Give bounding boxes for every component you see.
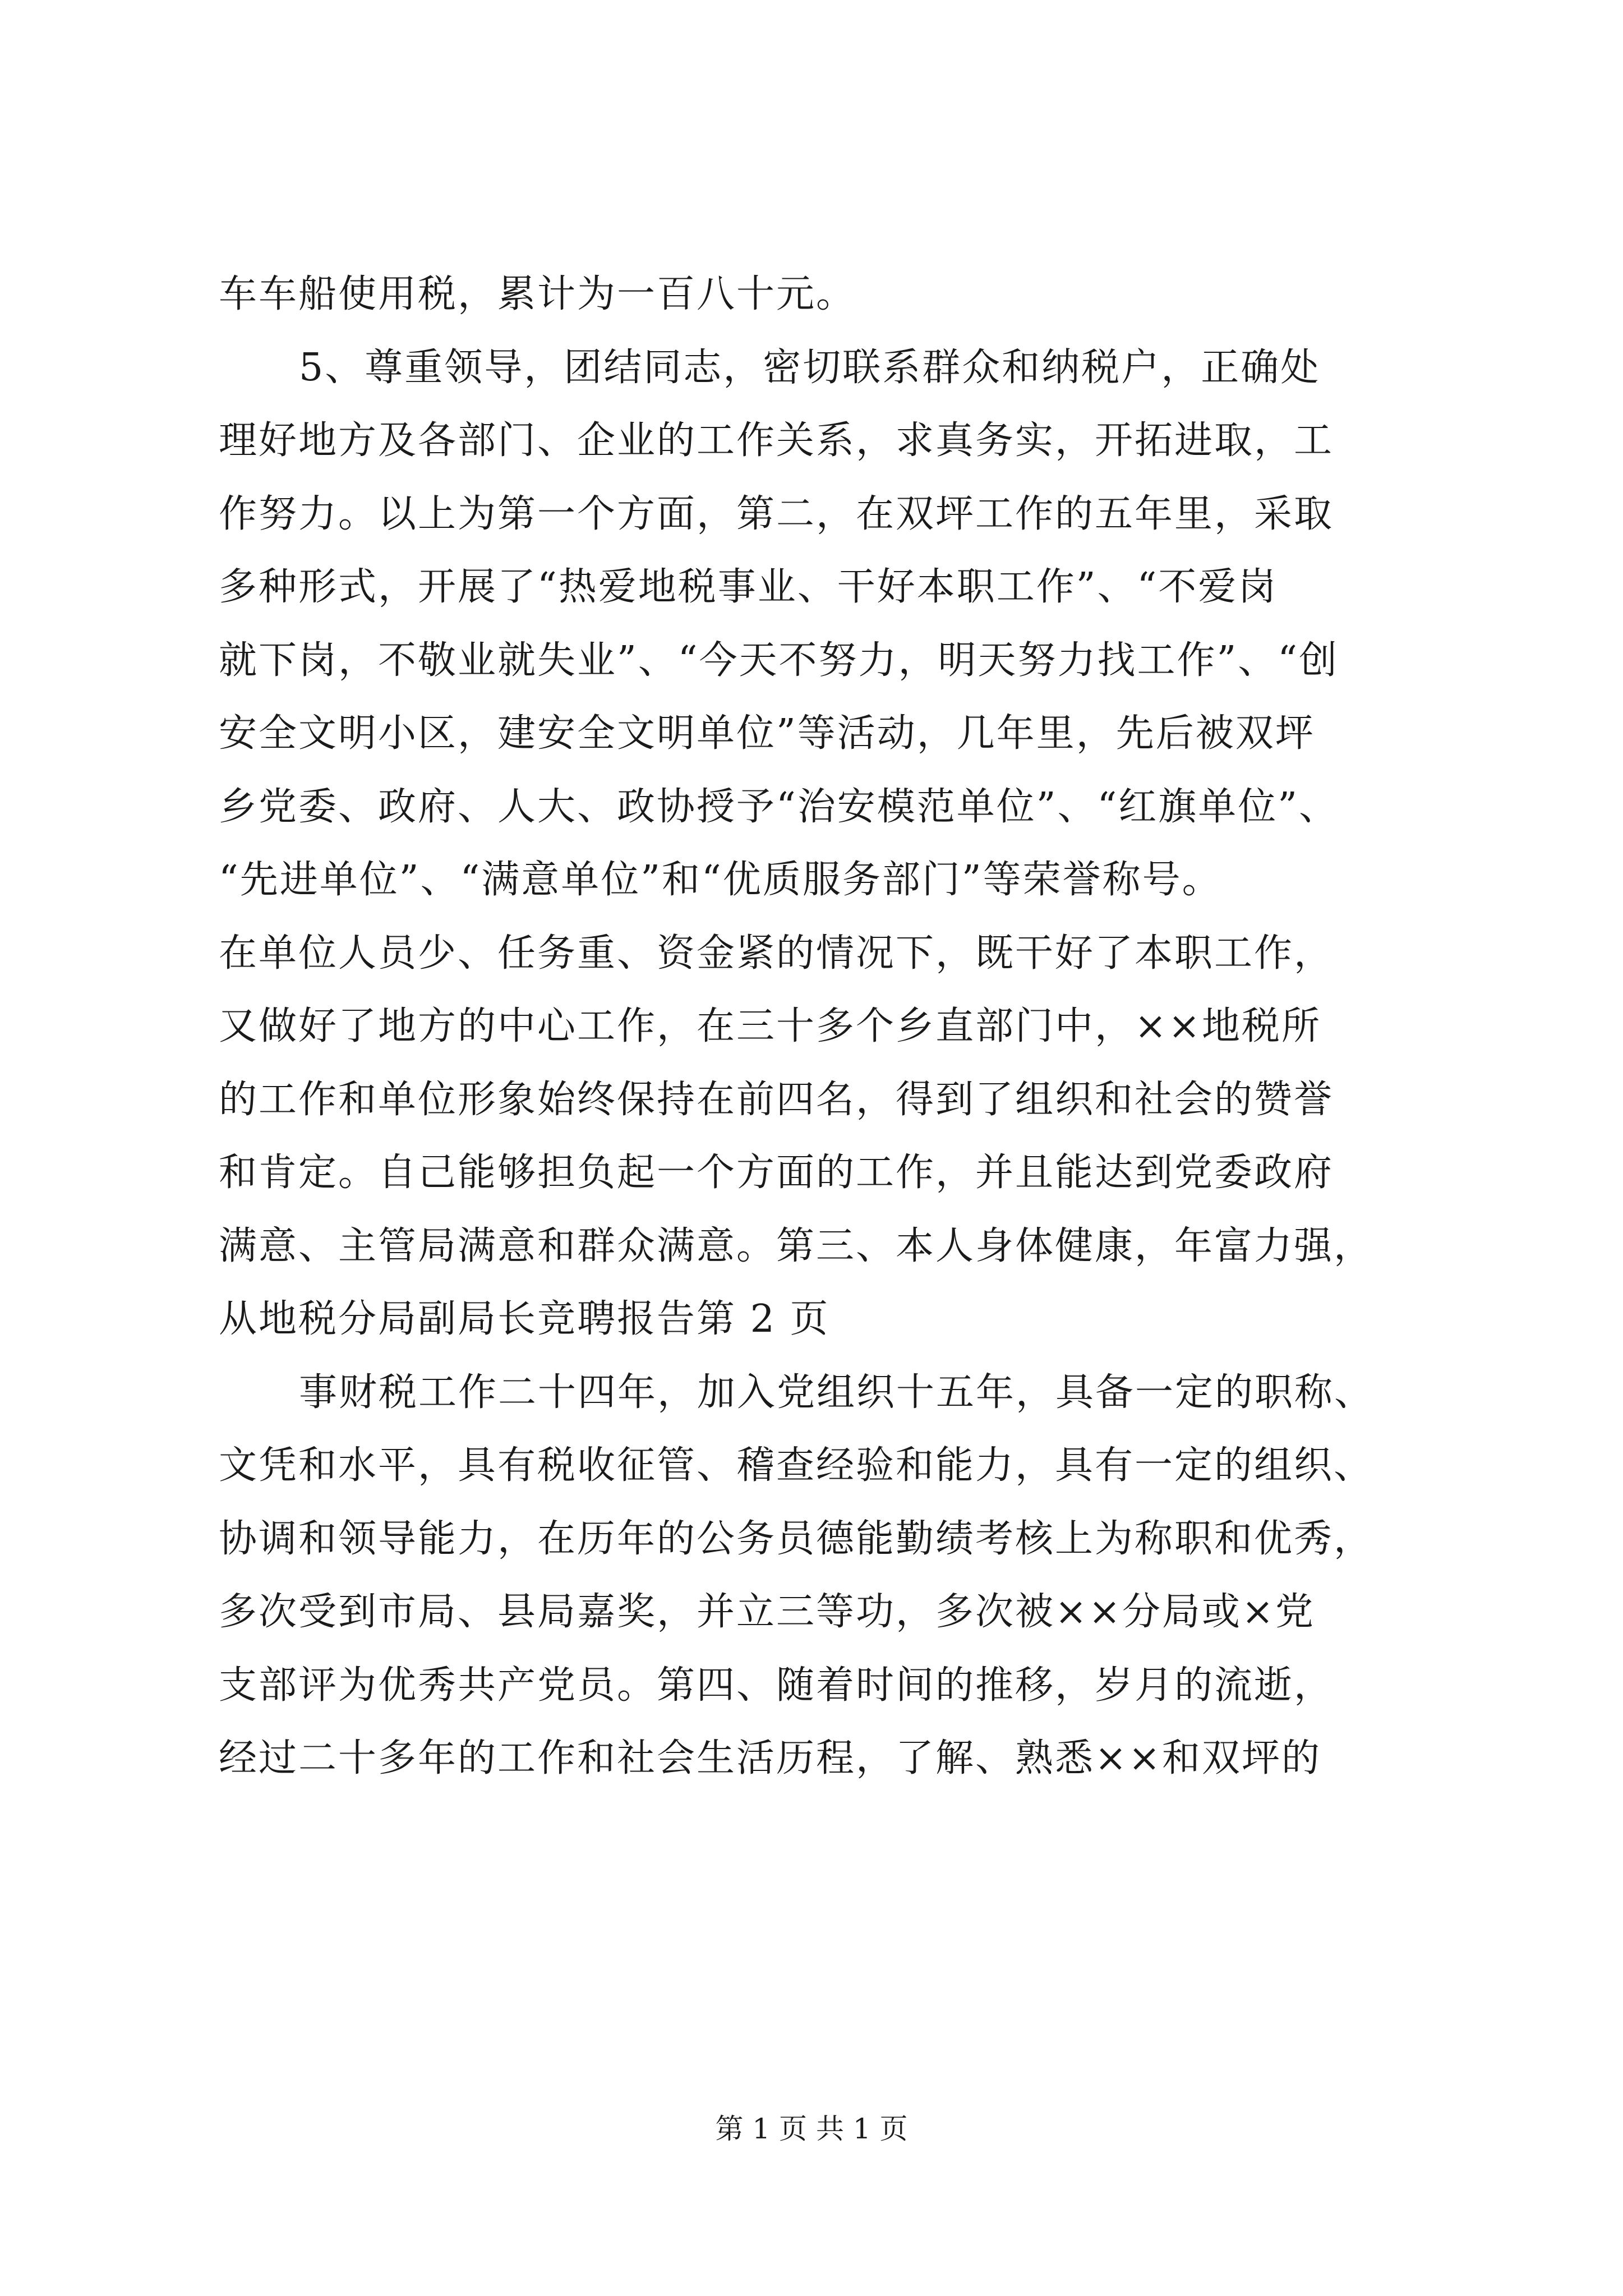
text-line: 协调和领导能力，在历年的公务员德能勤绩考核上为称职和优秀，: [219, 1516, 1374, 1561]
text-line: 就下岗，不敬业就失业”、“今天不努力，明天努力找工作”、“创: [219, 638, 1339, 683]
text-line: 文凭和水平，具有税收征管、稽查经验和能力，具有一定的组织、: [219, 1443, 1374, 1488]
text-line: 的工作和单位形象始终保持在前四名，得到了组织和社会的赞誉: [219, 1077, 1334, 1122]
text-line: 乡党委、政府、人大、政协授予“治安模范单位”、“红旗单位”、: [219, 784, 1339, 829]
text-line: 安全文明小区，建安全文明单位”等活动，几年里，先后被双坪: [219, 711, 1315, 756]
paragraph-start-line: 事财税工作二十四年，加入党组织十五年，具备一定的职称、: [299, 1370, 1375, 1415]
text-line: 理好地方及各部门、企业的工作关系，求真务实，开拓进取，工: [219, 418, 1334, 463]
page-reference-line: 从地税分局副局长竞聘报告第 2 页: [219, 1297, 830, 1341]
text-line: 多次受到市局、县局嘉奖，并立三等功，多次被××分局或×党: [219, 1590, 1315, 1634]
text-line: 车车船使用税，累计为一百八十元。: [219, 272, 856, 316]
page-footer: 第 1 页 共 1 页: [715, 2113, 908, 2145]
text-line: 支部评为优秀共产党员。第四、随着时间的推移，岁月的流逝，: [219, 1663, 1334, 1708]
text-line: 在单位人员少、任务重、资金紧的情况下，既干好了本职工作，: [219, 931, 1334, 976]
text-line: 和肯定。自己能够担负起一个方面的工作，并且能达到党委政府: [219, 1151, 1334, 1195]
text-line: 又做好了地方的中心工作，在三十多个乡直部门中，××地税所: [219, 1004, 1321, 1048]
text-line: “先进单位”、“满意单位”和“优质服务部门”等荣誉称号。: [219, 858, 1222, 902]
text-line: 作努力。以上为第一个方面，第二，在双坪工作的五年里，采取: [219, 491, 1334, 536]
text-line: 多种形式，开展了“热爱地税事业、干好本职工作”、“不爱岗: [219, 565, 1278, 609]
paragraph-start-line: 5、尊重领导，团结同志，密切联系群众和纳税户，正确处: [299, 345, 1321, 390]
text-line: 满意、主管局满意和群众满意。第三、本人身体健康，年富力强，: [219, 1223, 1374, 1268]
text-line: 经过二十多年的工作和社会生活历程，了解、熟悉××和双坪的: [219, 1736, 1321, 1780]
body-text: [219, 258, 1481, 1796]
